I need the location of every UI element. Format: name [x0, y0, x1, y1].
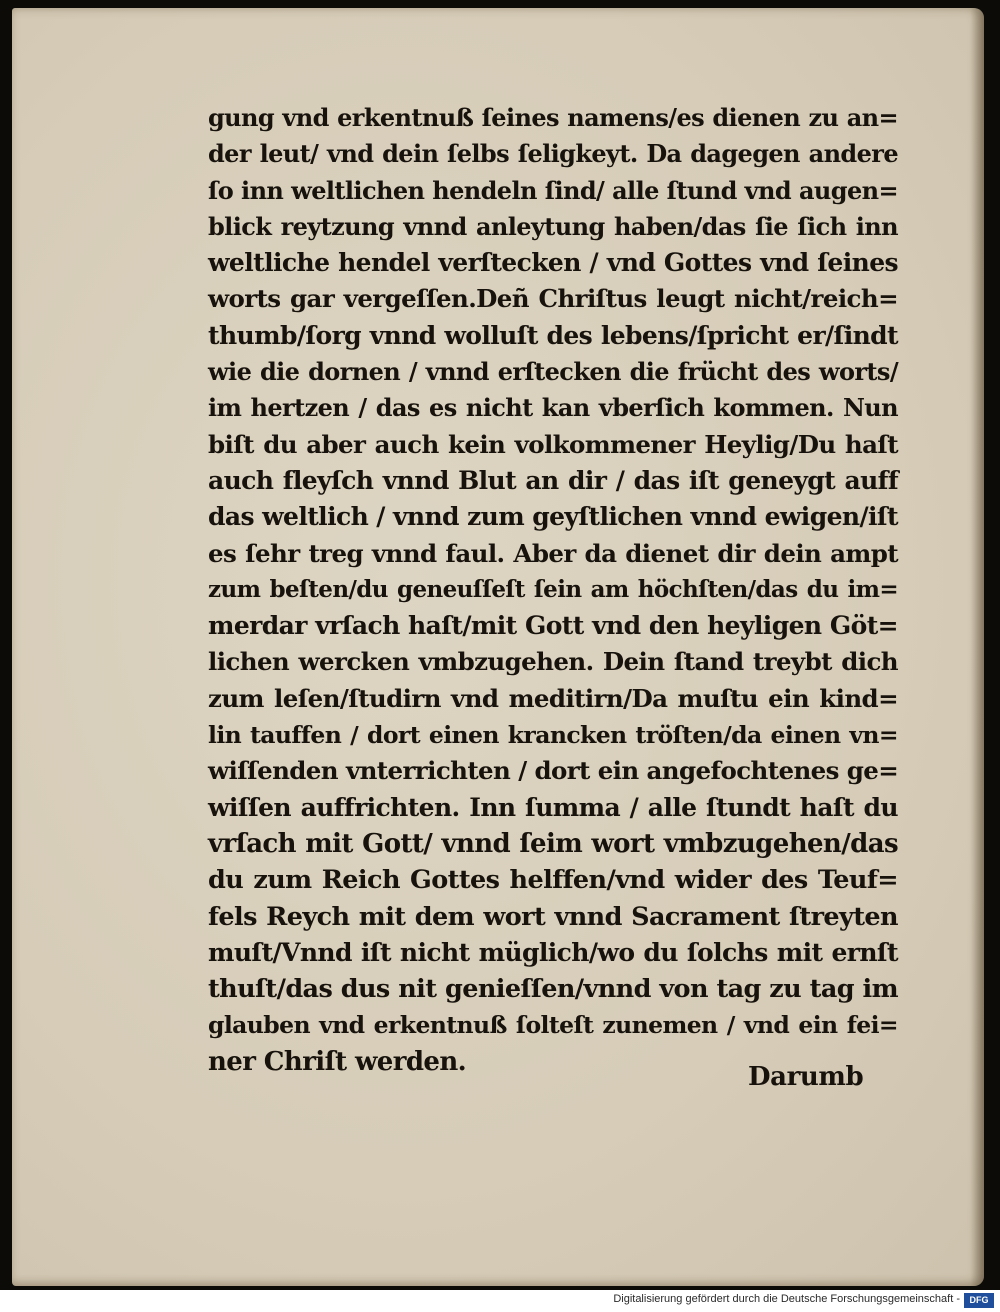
page-text-block: [208, 100, 898, 1080]
text-line: das weltlich / vnnd zum geyſtlichen vnnd ewigen/iſt: [208, 502, 898, 532]
text-line: worts gar vergeſſen.Deñ Chriſtus leugt nicht/reich=: [208, 284, 898, 314]
text-line: wie die dornen / vnnd erſtecken die frücht des worts/: [208, 357, 898, 387]
text-line: im hertzen / das es nicht kan vberſich kommen. Nun: [208, 393, 898, 423]
text-line: thuſt/das dus nit genieſſen/vnnd von tag zu tag im: [208, 974, 898, 1005]
text-line: merdar vrſach haſt/mit Gott vnd den heyligen Göt=: [208, 611, 898, 641]
text-line: muſt/Vnnd iſt nicht müglich/wo du ſolchs mit ernſt: [208, 937, 898, 967]
text-line: glauben vnd erkentnuß ſolteſt zunemen / vnd ein fei=: [208, 1011, 898, 1040]
text-line: gung vnd erkentnuß ſeines namens/es dienen zu an=: [208, 103, 898, 132]
text-line: blick reytzung vnnd anleytung haben/das ſie ſich inn: [208, 211, 898, 241]
text-line: biſt du aber auch kein volkommener Heylig/Du haſt: [208, 429, 898, 459]
catchword: Darumb: [748, 1062, 864, 1092]
text-line: lichen wercken vmbzugehen. Dein ſtand treybt dich: [208, 647, 898, 677]
text-line: es ſehr treg vnnd faul. Aber da dienet dir dein ampt: [208, 538, 898, 568]
text-line: auch fleyſch vnnd Blut an dir / das iſt geneygt auff: [208, 465, 898, 495]
text-line: fels Reych mit dem wort vnnd Sacrament ſtreyten: [208, 901, 898, 932]
digitization-credit: Digitalisierung gefördert durch die Deutsche Forschungsgemeinschaft -: [613, 1293, 960, 1305]
text-line: wiſſen auffrichten. Inn ſumma / alle ſtundt haſt du: [208, 792, 898, 822]
text-line: thumb/ſorg vnnd wolluſt des lebens/ſpricht er/ſindt: [208, 320, 898, 350]
text-line: zum leſen/ſtudirn vnd meditirn/Da muſtu ein kind=: [208, 683, 898, 713]
text-line: du zum Reich Gottes helffen/vnd wider des Teuf=: [208, 865, 898, 896]
page-edge-shadow: [970, 8, 984, 1286]
dfg-logo: DFG: [964, 1293, 994, 1308]
text-line: lin tauffen / dort einen krancken tröſten/da einen vn=: [208, 721, 898, 750]
text-line: der leut/ vnd dein ſelbs ſeligkeyt. Da dagegen andere: [208, 139, 898, 169]
text-line: zum beſten/du geneuſſeſt ſein am höchſten/das du im=: [208, 575, 898, 603]
text-line: weltliche hendel verſtecken / vnd Gottes vnd ſeines: [208, 248, 898, 278]
text-line: wiſſenden vnterrichten / dort ein angefochtenes ge=: [208, 756, 899, 786]
text-line: vrſach mit Gott/ vnnd ſeim wort vmbzugehen/das: [208, 828, 898, 859]
text-line: ner Chriſt werden.: [208, 1046, 467, 1077]
text-line: ſo inn weltlichen hendeln ſind/ alle ſtund vnd augen=: [208, 175, 898, 205]
